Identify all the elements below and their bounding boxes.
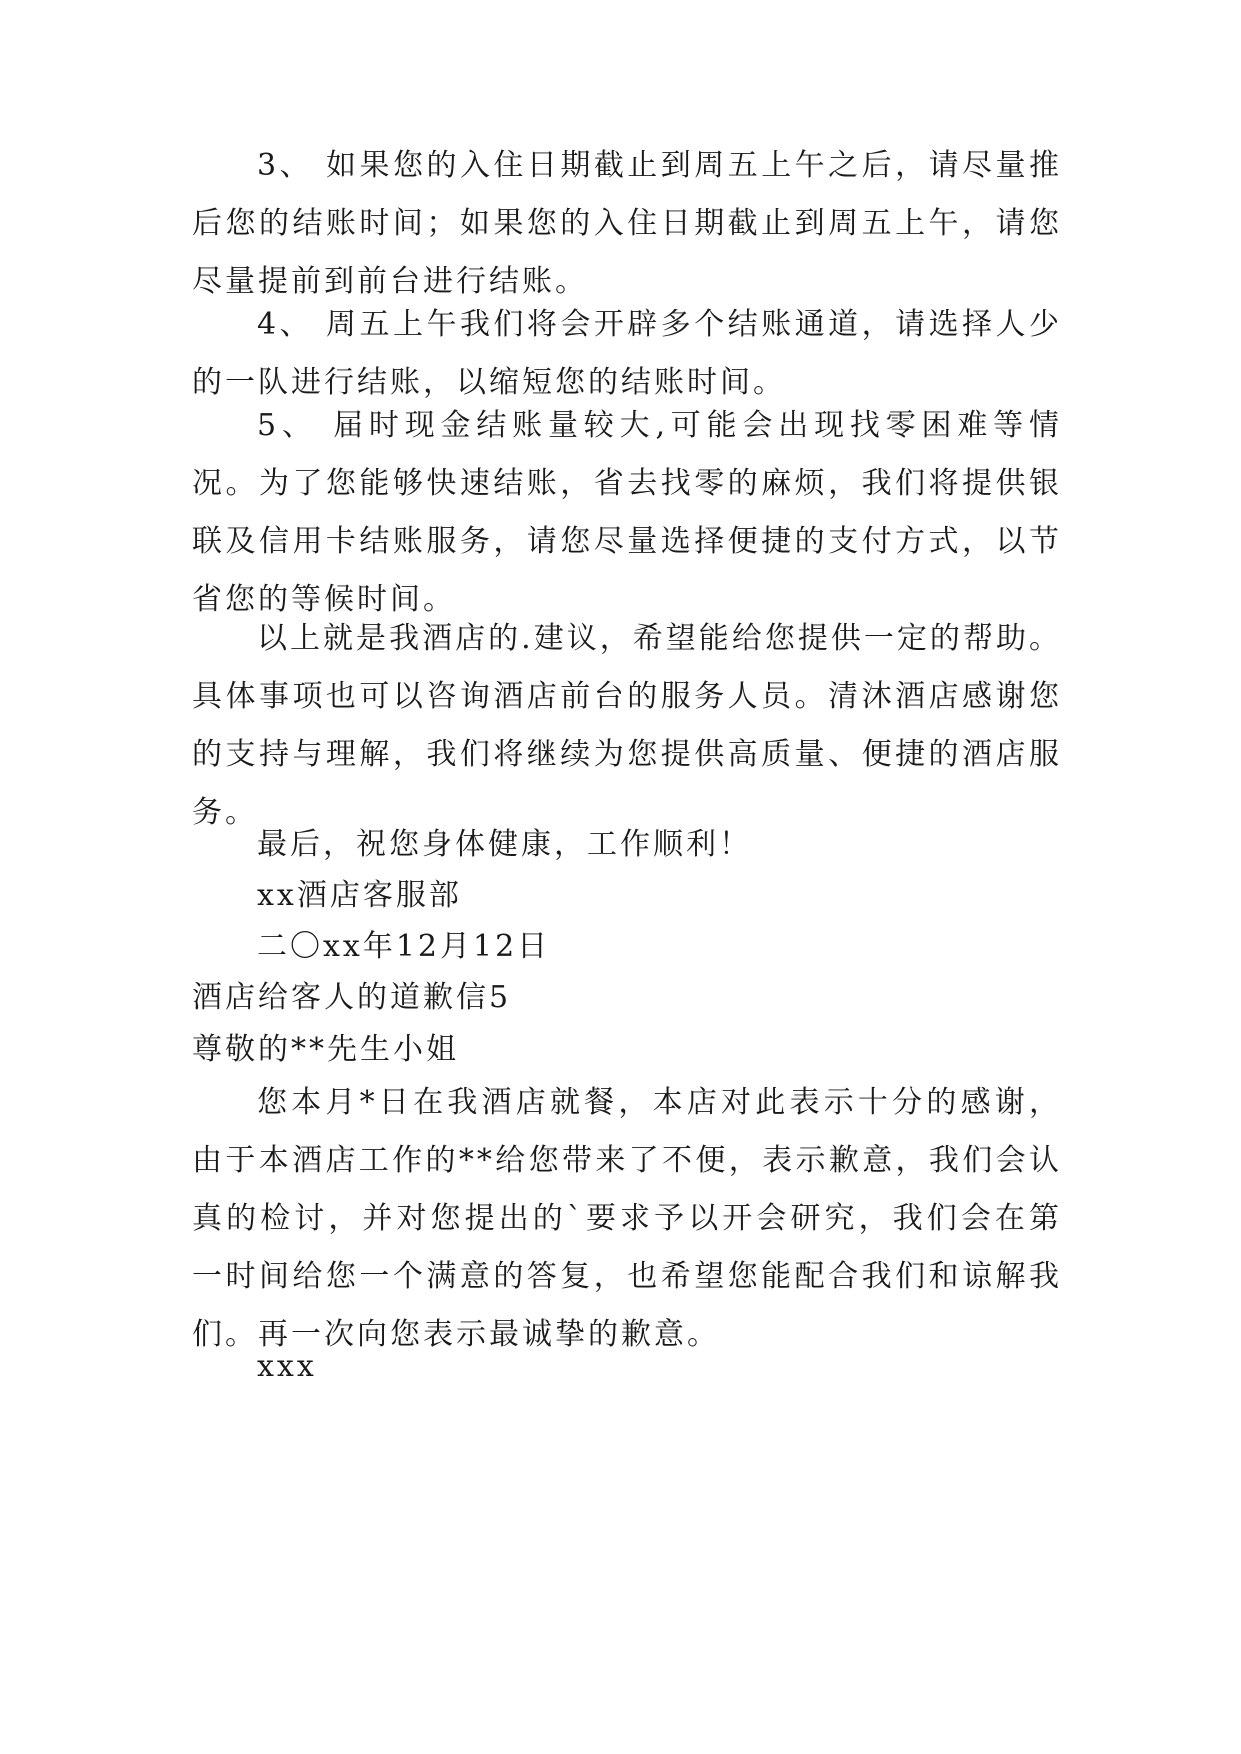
- paragraph-summary: 以上就是我酒店的.建议，希望能给您提供一定的帮助。具体事项也可以咨询酒店前台的服务人员。清沐酒店感谢您的支持与理解，我们将继续为您提供高质量、便捷的酒店服务。: [192, 621, 1062, 830]
- letter-date: 二〇xx年12月12日: [257, 929, 551, 964]
- letter-5-signature: xxx: [257, 1349, 317, 1384]
- signature-department: xx酒店客服部: [257, 878, 462, 913]
- paragraph-item-5: 5、 届时现金结账量较大,可能会出现找零困难等情况。为了您能够快速结账，省去找零的麻烦，我们将提供银联及信用卡结账服务，请您尽量选择便捷的支付方式，以节省您的等候时间。: [192, 408, 1062, 617]
- letter-5-body: 您本月*日在我酒店就餐，本店对此表示十分的感谢，由于本酒店工作的**给您带来了不便，表示歉意，我们会认真的检讨，并对您提出的`要求予以开会研究，我们会在第一时间给您一个满意的答复，也希望您能配合我们和谅解我们。再一次向您表示最诚挚的歉意。: [192, 1085, 1062, 1352]
- paragraph-item-4: 4、 周五上午我们将会开辟多个结账通道，请选择人少的一队进行结账，以缩短您的结账时间。: [192, 307, 1062, 400]
- closing-wish: 最后，祝您身体健康，工作顺利！: [257, 827, 752, 862]
- letter-5-title: 酒店给客人的道歉信5: [192, 980, 512, 1015]
- letter-5-salutation: 尊敬的**先生小姐: [192, 1032, 459, 1067]
- paragraph-item-3: 3、 如果您的入住日期截止到周五上午之后，请尽量推后您的结账时间；如果您的入住日期截止到周五上午，请您尽量提前到前台进行结账。: [192, 148, 1062, 299]
